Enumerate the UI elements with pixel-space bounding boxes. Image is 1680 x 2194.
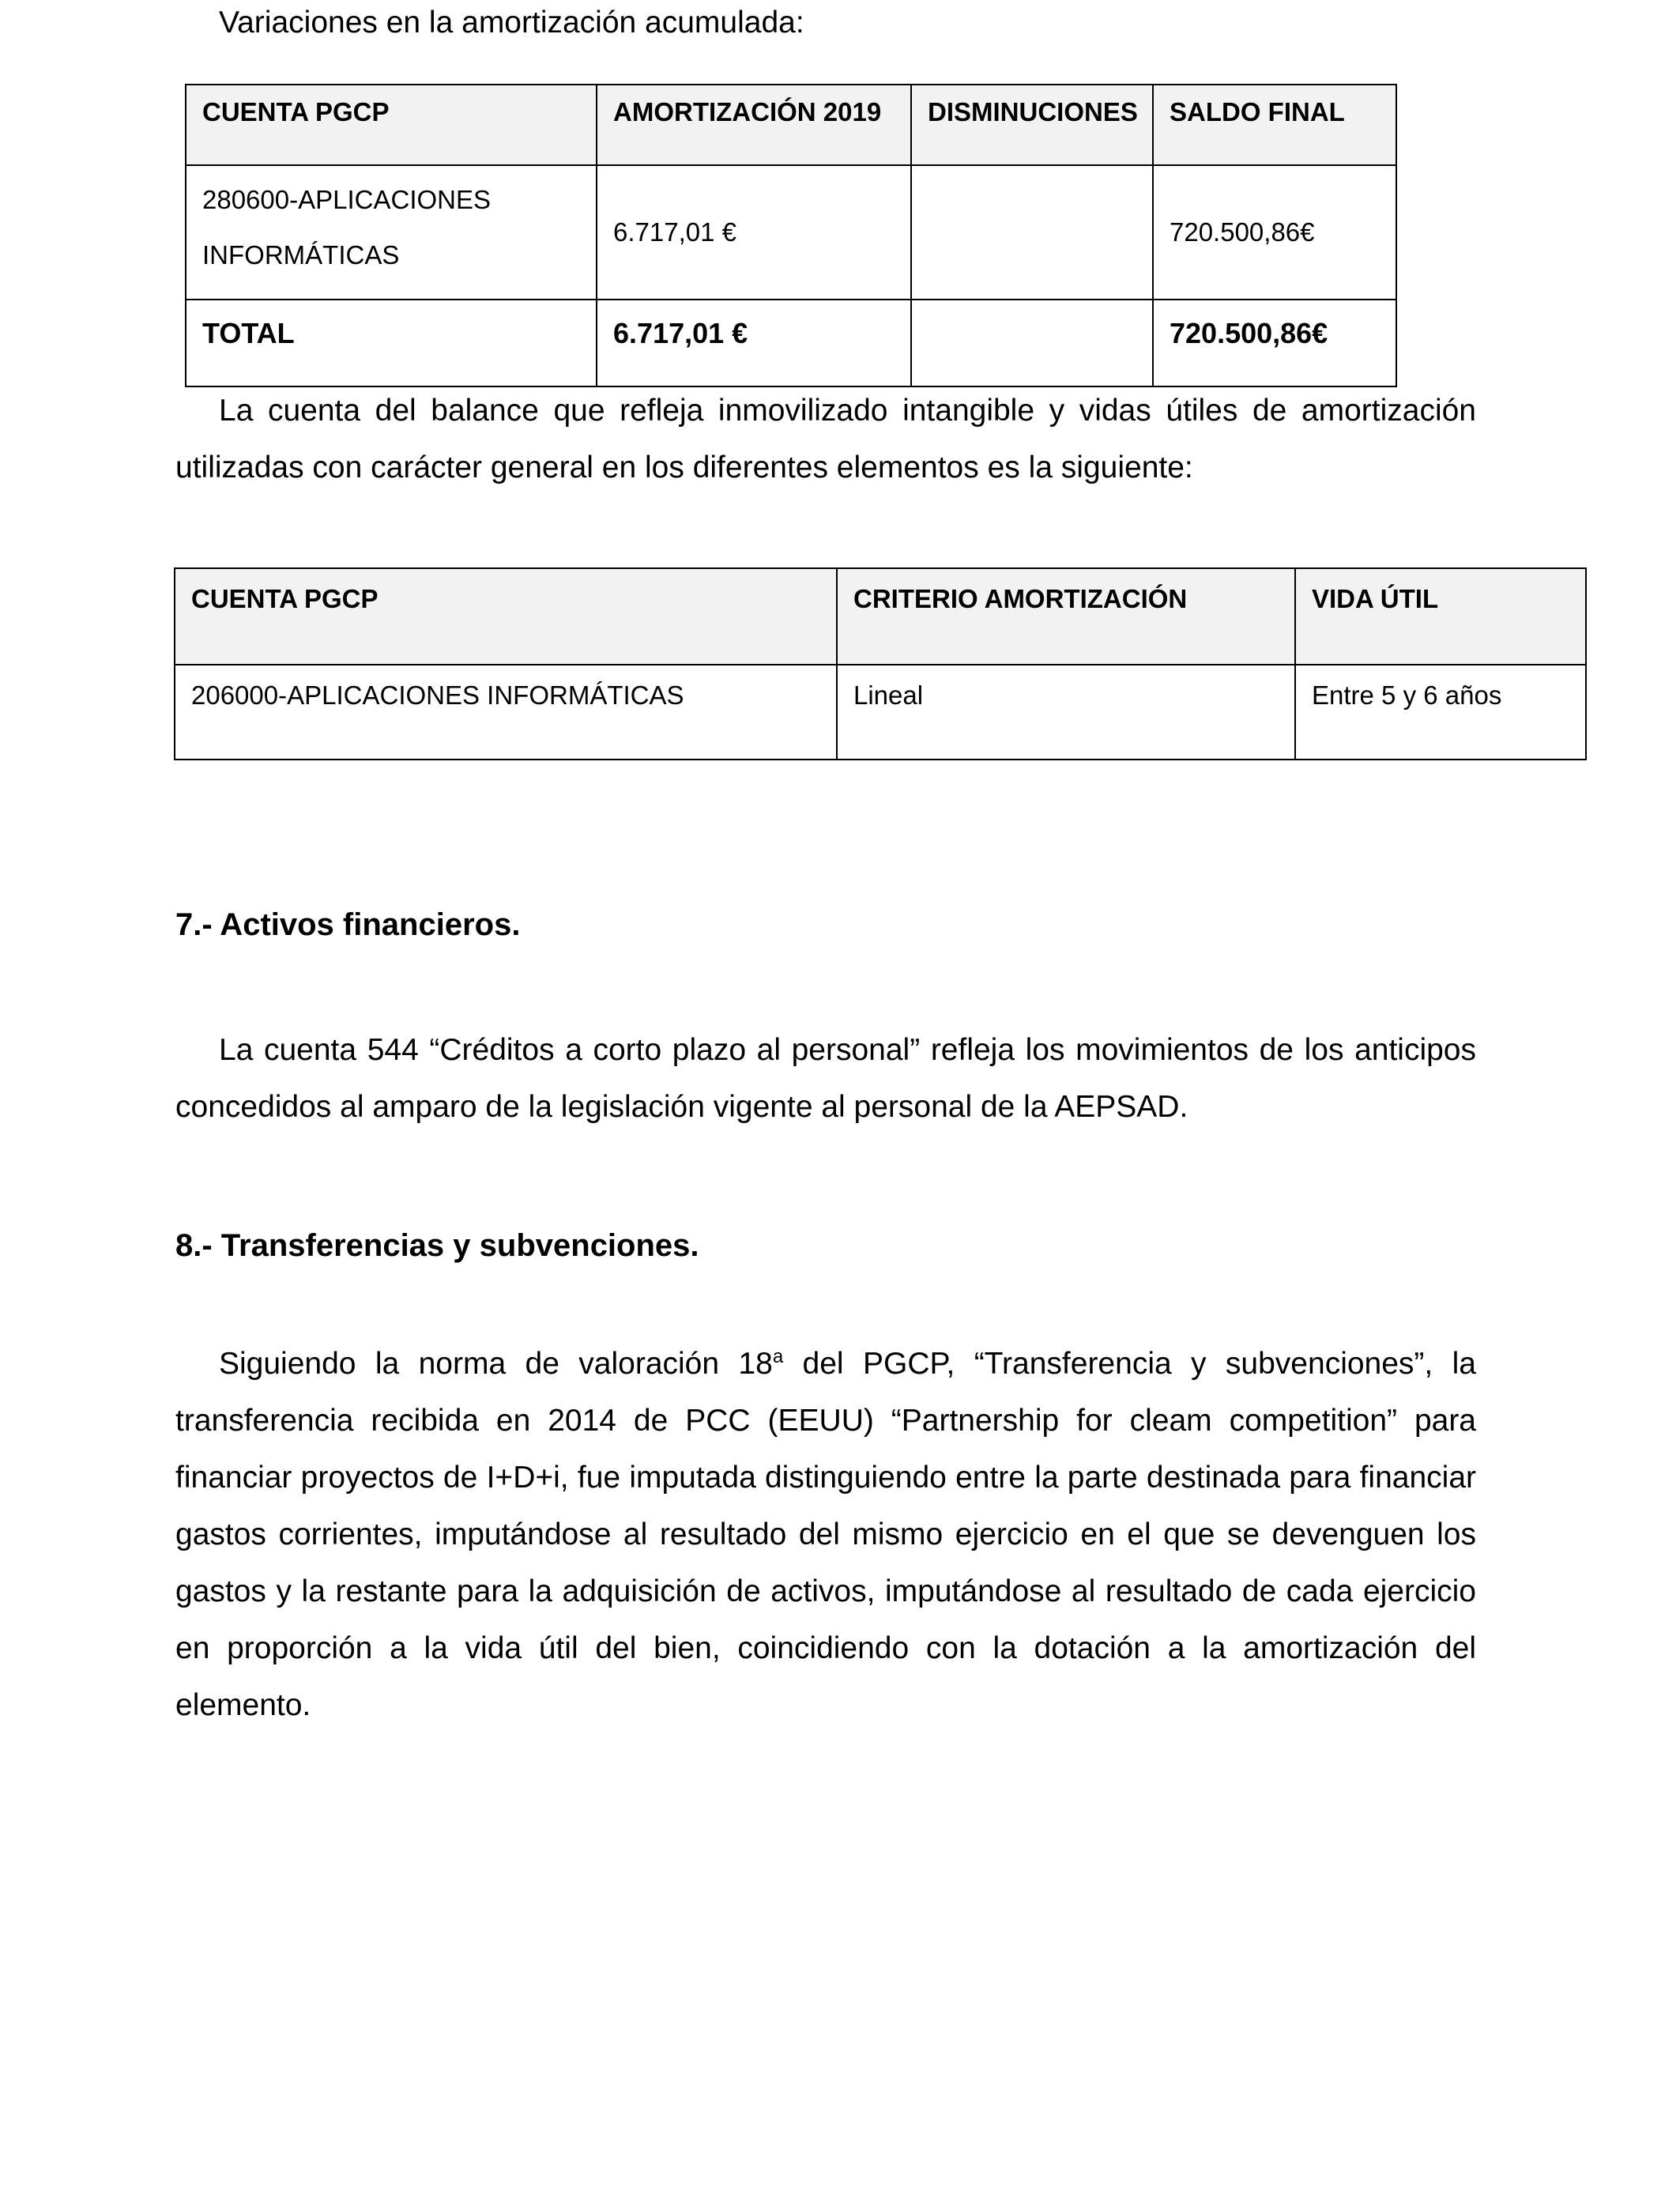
table-header-row — [186, 85, 1396, 165]
cell-cuenta: 206000-APLICACIONES INFORMÁTICAS — [175, 665, 837, 760]
header-criterio: CRITERIO AMORTIZACIÓN — [837, 568, 1295, 665]
table-header-row — [175, 568, 1586, 665]
header-vida-util: VIDA ÚTIL — [1295, 568, 1586, 665]
table-total-row — [186, 300, 1396, 386]
total-amortizacion: 6.717,01 € — [597, 300, 911, 386]
header-disminuciones: DISMINUCIONES — [911, 85, 1153, 165]
cell-amortizacion: 6.717,01 € — [597, 165, 911, 300]
section-7-heading: 7.- Activos financieros. — [175, 907, 521, 942]
amortization-variations-table — [185, 84, 1397, 387]
balance-paragraph: La cuenta del balance que refleja inmovilizado intangible y vidas útiles de amortización utilizadas con carácter general en los diferentes elementos es la siguiente: — [175, 394, 1476, 484]
cell-disminuciones — [911, 165, 1153, 300]
intro-text: Variaciones en la amortización acumulada: — [219, 6, 804, 40]
section-8-text-rest: del PGCP, “Transferencia y subvenciones”, la transferencia recibida en 2014 de PCC (EEUU) “Partnership for cleam competition” para financiar proyectos de I+D+i, fue imputada distinguiendo entre la parte destinada para financiar gastos corrientes, imputándose al resultado del mismo ejercicio en el que se devenguen los gastos y la restante para la adquisición de activos, imputándose al resultado de cada ejercicio en proporción a la vida útil del bien, coincidiendo con la dotación a la amortización del elemento. — [175, 1347, 1476, 1722]
cell-criterio: Lineal — [837, 665, 1295, 760]
header-cuenta: CUENTA PGCP — [186, 85, 597, 165]
cell-saldo-final: 720.500,86€ — [1153, 165, 1396, 300]
cuenta-line-1: 280600-APLICACIONES — [202, 185, 492, 214]
useful-life-table — [174, 567, 1587, 760]
section-8-text — [175, 1336, 1476, 1734]
total-disminuciones — [911, 300, 1153, 386]
table-row — [175, 665, 1586, 760]
header-amortizacion: AMORTIZACIÓN 2019 — [597, 85, 911, 165]
section-8-heading: 8.- Transferencias y subvenciones. — [175, 1228, 699, 1263]
section-8-text-start: Siguiendo la norma de valoración 18 — [219, 1347, 773, 1381]
section-7-text: La cuenta 544 “Créditos a corto plazo al personal” refleja los movimientos de los anticipos concedidos al amparo de la legislación vigente al personal de la AEPSAD. — [175, 1033, 1476, 1124]
total-label: TOTAL — [186, 300, 597, 386]
cell-cuenta — [186, 165, 597, 300]
header-saldo-final: SALDO FINAL — [1153, 85, 1396, 165]
cell-vida-util: Entre 5 y 6 años — [1295, 665, 1586, 760]
cuenta-line-2: INFORMÁTICAS — [202, 240, 400, 270]
ordinal-superscript: a — [772, 1346, 784, 1367]
total-saldo-final: 720.500,86€ — [1153, 300, 1396, 386]
header-cuenta: CUENTA PGCP — [175, 568, 837, 665]
table-row — [186, 165, 1396, 300]
